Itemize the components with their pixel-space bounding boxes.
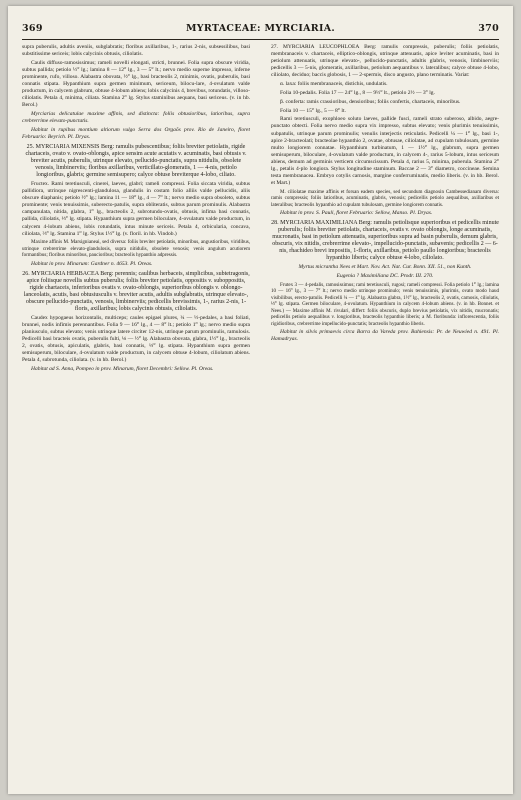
paragraph: Maxime affinis M. Marsignianeai, sed diversa: foliis breviter petiolatis, minoribus, angustioribus, viridibus, utrinque crebrerrime elevato-glandulosis, supra nitidulis, obsolete venosis; venis angulum acutiorem formantibus; floribus minoribus, paucioribus; bracteolis hypanthio adpressis. xyxy=(22,239,250,259)
paragraph: Myrciarias delicatulae maxime affinis, sed distincta: foliis obtusioribus, latioribus, supra crebrerrime elevato-punctatis. xyxy=(22,111,250,125)
book-page xyxy=(8,6,513,794)
paragraph: Folia 10-pedalis. Folia 17 — 24‴ lg., 8 — 9½‴ lt., petiolo 2½ — 3‴ lg. xyxy=(280,89,435,96)
paragraph: Habitat in prov. Minarum: Gardner n. 4653. Pl. Oreas. xyxy=(31,260,153,267)
left-column xyxy=(22,44,250,778)
paragraph: 27. MYRCIARIA LEUCOPHLOEA Berg: ramulis compressis, puberulis; foliis petiolatis, membranaceis v. chartaceis, elliptico-oblongis, utrinque attenuatis, apice leviter acuminatis, basi in petiolum attenuatis, utrinque elevato-, pellucido-punctatis, adultis glabris, venosis, limbinerviis; pedicellis 3 — 5-nis, glomeratis, axillaribus, petiolum aequantibus v. lateralibus; calyce obtuse 4-lobo, ciliolato, deciduo; baccis globosis, 1 — 2-spermis, disco angusto, plano terminatis. Variat: xyxy=(271,44,499,79)
running-title: MYRTACEAE: MYRCIARIA. xyxy=(185,23,336,34)
species-heading: 25. MYRCIARIA MIXENSIS Berg: ramulis pubescentibus; foliis breviter petiolatis, rigide chartaceis, ovato v. ovato-oblongis, apice sensim acute acutatis v. acuminatis, basi obtusis v. breviter acutis, puberulis, utrinque elevato, pellucido-punctatis, supra nitidulis, obsolete venosis, limbinerviis; floribus axillaribus, verticillato-glomeratis, 1 — 4-nis, petiolo longioribus, glabris; germine semisupero; calyce obtuse breviterque 4-lobo, ciliato. xyxy=(25,144,247,179)
paragraph: Habitat ad S. Anna, Pompeo in prov. Minarum, floret Decembri: Sellow. Pl. Oreas. xyxy=(31,366,214,373)
paragraph: Habitat in silvis primaevis circa Barra da Vareda prov. Bahiensis: Pr. de Neuwied n. 491. Pl. Hamadryas. xyxy=(271,329,499,343)
running-header xyxy=(22,23,499,37)
paragraph: Eugenia ? Maximiliana DC. Prodr. III. 270. xyxy=(336,273,434,280)
paragraph: Folia 10 — 15‴ lg., 5 — 8‴ lt. xyxy=(280,107,346,114)
paragraph: M. ciliolatae maxime affinis et forsan eadem species, sed secundum diagnosin Cambessedianam diversa: ramis compressis; foliis latioribus, acuminatis, glabris, venosis; pedicellis petiolo aequalibus, axillaribus et lateralibus; bracteolis hypanthio ad cupulam tubulosam, germine longiorem connatis. xyxy=(271,188,499,208)
species-heading: 28. MYRCIARIA MAXIMILIANA Berg: ramulis petiolisque superioribus et pedicellis minute puberulis; foliis breviter petiolatis, chartaceis, ovatis v. ovato oblongis, longe acuminatis, mucronatis, basi in petiolum attenuatis, superioribus supra ad basin puberulis, demum glabris, obscuris, vix nitidis, crebrerrime elevato-, impellucido-punctatis, subavenis; pedicellis 2 — 6-nis, rhachideo brevi impositis, 1-floris, axillaribus, petiolo paullo longioribus; bracteolis hypanthio liberis; calyce obtuse 4-lobo, ciliolato. xyxy=(271,220,499,262)
page-number-right: 370 xyxy=(478,23,499,34)
paragraph: Caulis diffuso-ramosissimus; rameli novelli elongati, stricti, brunnei. Folia supra obscure viridia, subtus pallida; petiolo ½‴ lg.; lamina 8 — 12‴ lg., 3 — 5‴ lt.; nervo medio superne impresso, inferne prominente, rufo, villoso. Alabastra obovata, ½‴ lg., basi bracteolis 2, minimis, ovatis, puberulis, basi connatis stipata. Hypanthium supra germen minimum, sericeum, bilocu-lare, 4-ovulatum valde productum, in calycem glabrum, obtuse 4-lobum abiens; lobis calycinis 4, brevibus, rotundatis, villoso-ciliolatis. Petala 4, minima, ciliata. Stamina 2‴ lg. Stylus staminibus aequans, basi sericeus. (v. in hb. Berol.) xyxy=(22,59,250,109)
paragraph: Myrtus micrantha Nees et Mart. Nov. Act. Nat. Cur. Bonn. XII. 51., non Kunth. xyxy=(298,264,472,271)
paragraph: α. laxa: foliis membranaceis, distichis, undulatis. xyxy=(280,81,388,88)
paragraph: Fructex. Rami teretiusculi, cinerei, laeves, glabri; rameli compressi. Folia siccata viridia, subtus pallidiora, utrinque nigrescenti-glandulosa, glandulis in costam folio alliis valde pellucidis, aliis obscure diaphanis; petiolo ½‴ lg.; lamina 11 — 18‴ lg., 4 — 7‴ lt.; nervo medio supra obsoleto, subtus prominente; venis tenuissimis, suberecto-patulis, supra obliteratis, subtus parum prominulis. Alabastra campanulata, nitida, glabra, 1‴ lg., bracteolis 2, subrotundo-ovatis, obtusis, infima basi connatis, pallida, ciliolatis, ⅓‴ lg. stipata. Hypanthium supra germen biloculare, 4-ovulatum valde productum, in calycem 4-lobum abiens, lobis rotundatis, intus minute sericeis. Petala 4, orbicularia, concava, ciliolata, ⅔‴ lg. Stamina 1‴ lg. Stylus 1½‴ lg. (v. floril. in hb. Vindob.) xyxy=(22,181,250,237)
paragraph: Rami teretiusculi, exophloeo soluto laeves, pallide fusci, rameli strato suberoso, albido, aegre-punctato obtecti. Folia nervo medio supra vix impresso, subtus elevato; venis plurimis tenuissimis, subpatulis, utrinque parum prominulis; venulis interjectis reticulatis. Pedicelli ¼ — 1‴ lg., basi 1-, apice 2-bracteolati; bracteolae hypanthio 2, ovatae, obtusae, ciliolatae, ad cupulam tubulosam, germine multo longiorem connatae. Hypanthium turbinatum, 1 — 1½‴ lg., glabrum, supra germen semisuperum, biloculare, 4-ovulatum valde productum, in calycem 4-, rarius 5-lobum, intus sericeum abiens, demum ad germinis verticem circumscissum. Petala 4, rarius 5, minima, puberula. Stamina 2‴ lg., petalis 4-plo longiora. Stylus longitudine staminum. Baccae 2 — 3‴ diametro, coccineae. Semina testa membranacea. Embryo cotylis carnosis, margine conferruminatis, medio liberis. (v. in hb. Berol. et Mart.) xyxy=(271,116,499,186)
paragraph: Habitat in rupibus montium altiorum vulgo Serra dos Orgaõs prov. Rio de Janeiro, floret Februario: Beyrich. Pl. Dryas. xyxy=(22,126,250,140)
page-number-left: 369 xyxy=(22,23,43,34)
paragraph: Frutex 3 — 4-pedalis, ramosissimus; rami teretiusculi, rugosi; rameli compressi. Folia petiolo 1‴ lg.; lamina 10 — 16‴ lg., 3 — 7‴ lt.; nervo medio utrinque prominulo; venis tenuissimis, plurimis, ovato modo haud visibilibus, erecto-patulis. Pedicelli ¼ — 1‴ lg. Alabastra glabra, 1½‴ lg., bracteolis 2, ovatis, carnosis, ciliolatis, ⅓‴ lg. stipata. Germen biloculare, 4-ovulatum. Hypanthium in calycem 4-lobum abiens. (v. in hb. Bonnet. et Nees.) — Maxime affinis M. rivulari, differt: foliis obscuris, duplo brevius petiolatis, vix nitidis, mucronatis; pedicellis petiolo aequalibus v. longioribus, bracteolis hypanthio liberis; a M. floribunda: inflorescentia, foliis rigidioribus, crebrerrime impellucido-punctatis; bracteolis hypanthio liberis. xyxy=(271,281,499,327)
paragraph: β. conferta: ramis crassioribus, densioribus; foliis confertis, chartaceis, minoribus. xyxy=(280,98,461,105)
paragraph: supra puberulis, adultis aveniis, subglabratis; floribus axillaribus, 1-, rarius 2-nis, subsessilibus, basi substitissime sericeis; lobis calycinis obtusis, ciliolatis. xyxy=(22,44,250,58)
paragraph: Caudex hypogaeus horizontalis, multiceps; caules epigaei plures, ¼ — ½-pedales, a basi foliati, brunnei, nodis infimis perennantibus. Folia 9 — 16‴ lg., 4 — 8‴ lt.; petiolo 1‴ lg.; nervo medio supra planiusculo, subtus elevato; venis utrinque latere circiter 12-nis, utrinque parum prominulis, ramulosis. Pedicelli basi bracteis ovatis, puberulis fulti, ⅛ — ½‴ lg. Alabastra obovata, glabra, 1½‴ lg., bracteolis 2, ovatis, obtusis, apiculatis, glabris, basi connatis, ⅓‴ lg. stipata. Hypanthium supra germen semisuperum, biloculare, 4-ovulatum valde productum, in calycem obtuse 4-lobum, ciliolatum abiens. Petala 4, subrotunda, ciliolata. (v. in hb. Berol.) xyxy=(22,315,250,364)
header-rule xyxy=(22,39,499,40)
species-heading: 26. MYRCIARIA HERBACEA Berg: perennis; caulibus herbaceis, simplicibus, subtetragonis, apice foliisque novellis subtus puberulis; foliis breviter petiolatis, oppositis v. suboppositis, rigide chartaceis, inferioribus ovatis v. ovato-oblongis, superioribus oblongis v. oblongo-lanceolatis, acutis, basi obtusiusculis v. breviter acutis, adultis subglabratis, utrinque elevato-, obscure pellucido-punctatis, venosis, limbinerviis; pedicellis brevissimis, 1-, rarius 2-nis, 1-floris, axillaribus; lobis calycinis obtusis, ciliolatis. xyxy=(22,270,250,312)
paragraph: Habitat in prov. S. Pauli, floret Februario: Sellow, Manso. Pl. Dryas. xyxy=(280,209,433,216)
right-column xyxy=(271,44,499,778)
